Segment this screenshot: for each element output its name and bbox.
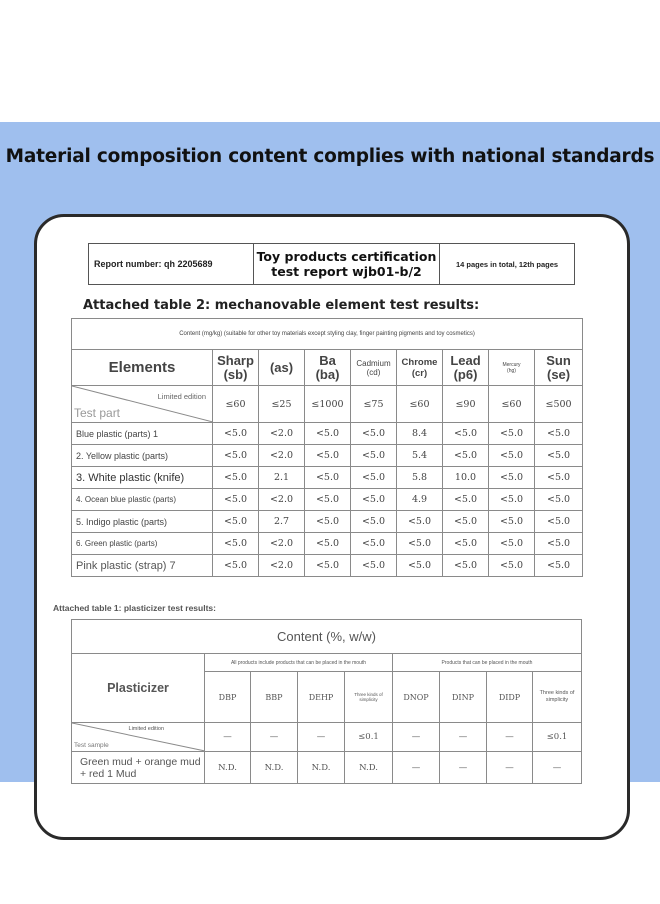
limit-value: ≤90 [443, 386, 489, 423]
content-label: Content (%, w/w) [72, 620, 582, 654]
plasticizer-test-table [71, 619, 582, 784]
row-label: Pink plastic (strap) 7 [72, 555, 213, 577]
row-label: 4. Ocean blue plastic (parts) [72, 489, 213, 511]
value-cell: <5.0 [397, 533, 443, 555]
value-cell: <2.0 [259, 423, 305, 445]
elements-label: Elements [72, 350, 213, 386]
value-cell: <5.0 [213, 423, 259, 445]
table-row [72, 467, 583, 489]
report-number: Report number: qh 2205689 [89, 244, 254, 284]
limit-value: — [393, 723, 440, 752]
row-label: 3. White plastic (knife) [72, 467, 213, 489]
row-label: Blue plastic (parts) 1 [72, 423, 213, 445]
value-cell: 10.0 [443, 467, 489, 489]
element-test-table [71, 318, 583, 577]
value-cell: <5.0 [351, 445, 397, 467]
value-cell: 2.1 [259, 467, 305, 489]
limit-header-cell [72, 723, 205, 752]
value-cell: <5.0 [305, 423, 351, 445]
value-cell: <5.0 [535, 467, 583, 489]
row-label: 5. Indigo plastic (parts) [72, 511, 213, 533]
column-header: Lead (p6) [443, 350, 489, 386]
code-header: DNOP [393, 672, 440, 723]
report-header [88, 243, 575, 285]
row-label: 6. Green plastic (parts) [72, 533, 213, 555]
table-row [72, 489, 583, 511]
limit-value: ≤1000 [305, 386, 351, 423]
value-cell: 4.9 [397, 489, 443, 511]
value-cell: <5.0 [535, 533, 583, 555]
column-header: Ba (ba) [305, 350, 351, 386]
value-cell: <5.0 [213, 511, 259, 533]
value-cell: N.D. [251, 752, 298, 784]
limit-value: ≤60 [397, 386, 443, 423]
table-row [72, 423, 583, 445]
headline: Material composition content complies with national standards [5, 146, 655, 167]
value-cell: <5.0 [351, 555, 397, 577]
value-cell: <2.0 [259, 555, 305, 577]
row-label: 2. Yellow plastic (parts) [72, 445, 213, 467]
group-label-all-products: All products include products that can be placed in the mouth [205, 654, 393, 672]
three-kinds-header: Three kinds of simplicity [533, 672, 582, 723]
value-cell: <5.0 [489, 445, 535, 467]
table-row [72, 555, 583, 577]
value-cell: N.D. [205, 752, 251, 784]
value-cell: <5.0 [305, 489, 351, 511]
report-pages: 14 pages in total, 12th pages [455, 259, 559, 269]
limit-value: — [440, 723, 487, 752]
limit-value: ≤0.1 [533, 723, 582, 752]
table2-title: Attached table 2: mechanovable element test results: [83, 298, 480, 313]
column-header: Chrome (cr) [397, 350, 443, 386]
value-cell: — [487, 752, 533, 784]
limit-value: ≤500 [535, 386, 583, 423]
limit-value: ≤75 [351, 386, 397, 423]
column-header: Cadmium (cd) [351, 350, 397, 386]
value-cell: <5.0 [305, 445, 351, 467]
value-cell: <5.0 [443, 555, 489, 577]
column-header: (as) [259, 350, 305, 386]
value-cell: <5.0 [535, 511, 583, 533]
value-cell: <5.0 [305, 533, 351, 555]
value-cell: — [393, 752, 440, 784]
value-cell: — [533, 752, 582, 784]
report-title [254, 244, 440, 284]
report-title-line1: Toy products certification [256, 249, 437, 264]
test-sample-label: Test sample [74, 742, 109, 749]
code-header: DBP [205, 672, 251, 723]
value-cell: — [440, 752, 487, 784]
value-cell: <5.0 [305, 467, 351, 489]
value-cell: <5.0 [489, 423, 535, 445]
value-cell: <5.0 [305, 511, 351, 533]
value-cell: <5.0 [443, 511, 489, 533]
limit-value: — [205, 723, 251, 752]
column-header: Sun (se) [535, 350, 583, 386]
value-cell: <5.0 [489, 555, 535, 577]
value-cell: N.D. [345, 752, 393, 784]
plasticizer-label: Plasticizer [72, 654, 205, 723]
limit-value: ≤60 [489, 386, 535, 423]
value-cell: <5.0 [535, 423, 583, 445]
value-cell: <5.0 [535, 445, 583, 467]
report-title-line2: test report wjb01-b/2 [271, 264, 422, 279]
value-cell: <2.0 [259, 445, 305, 467]
value-cell: <5.0 [443, 445, 489, 467]
value-cell: <5.0 [351, 489, 397, 511]
code-header: DEHP [298, 672, 345, 723]
value-cell: <5.0 [535, 555, 583, 577]
table-row [72, 533, 583, 555]
value-cell: <5.0 [443, 533, 489, 555]
limit-value: ≤60 [213, 386, 259, 423]
column-header: Mercury (hg) [489, 350, 535, 386]
code-header: DINP [440, 672, 487, 723]
value-cell: <5.0 [489, 533, 535, 555]
value-cell: 5.4 [397, 445, 443, 467]
value-cell: <5.0 [489, 489, 535, 511]
value-cell: <5.0 [443, 489, 489, 511]
value-cell: <5.0 [351, 423, 397, 445]
table-row [72, 752, 582, 784]
value-cell: 8.4 [397, 423, 443, 445]
sample-label: Green mud + orange mud + red 1 Mud [72, 752, 205, 784]
value-cell: <5.0 [443, 423, 489, 445]
value-cell: <5.0 [305, 555, 351, 577]
value-cell: <5.0 [213, 533, 259, 555]
limit-value: — [487, 723, 533, 752]
value-cell: <5.0 [351, 533, 397, 555]
limited-edition-label: Limited edition [157, 392, 206, 401]
value-cell: <2.0 [259, 533, 305, 555]
value-cell: N.D. [298, 752, 345, 784]
limit-value: ≤25 [259, 386, 305, 423]
value-cell: <5.0 [489, 511, 535, 533]
limit-value: — [298, 723, 345, 752]
value-cell: <5.0 [213, 555, 259, 577]
value-cell: <5.0 [351, 511, 397, 533]
value-cell: <2.0 [259, 489, 305, 511]
limited-edition-label: Limited edition [128, 726, 164, 732]
code-header: DIDP [487, 672, 533, 723]
table-row [72, 445, 583, 467]
value-cell: <5.0 [213, 445, 259, 467]
value-cell: <5.0 [397, 555, 443, 577]
value-cell: <5.0 [213, 489, 259, 511]
value-cell: 2.7 [259, 511, 305, 533]
table-row [72, 511, 583, 533]
value-cell: 5.8 [397, 467, 443, 489]
code-header: BBP [251, 672, 298, 723]
limit-value: ≤0.1 [345, 723, 393, 752]
limit-header-cell [72, 386, 213, 423]
table2-note: Content (mg/kg) (suitable for other toy materials except styling clay, finger painting pigments and toy cosmetics) [72, 319, 583, 350]
limit-value: — [251, 723, 298, 752]
value-cell: <5.0 [213, 467, 259, 489]
value-cell: <5.0 [489, 467, 535, 489]
three-kinds-header: Three kinds of simplicity [345, 672, 393, 723]
test-part-label: Test part [74, 406, 121, 420]
group-label-mouth-products: Products that can be placed in the mouth [393, 654, 582, 672]
column-header: Sharp (sb) [213, 350, 259, 386]
table1-title: Attached table 1: plasticizer test results: [53, 603, 216, 613]
value-cell: <5.0 [351, 467, 397, 489]
value-cell: <5.0 [397, 511, 443, 533]
value-cell: <5.0 [535, 489, 583, 511]
